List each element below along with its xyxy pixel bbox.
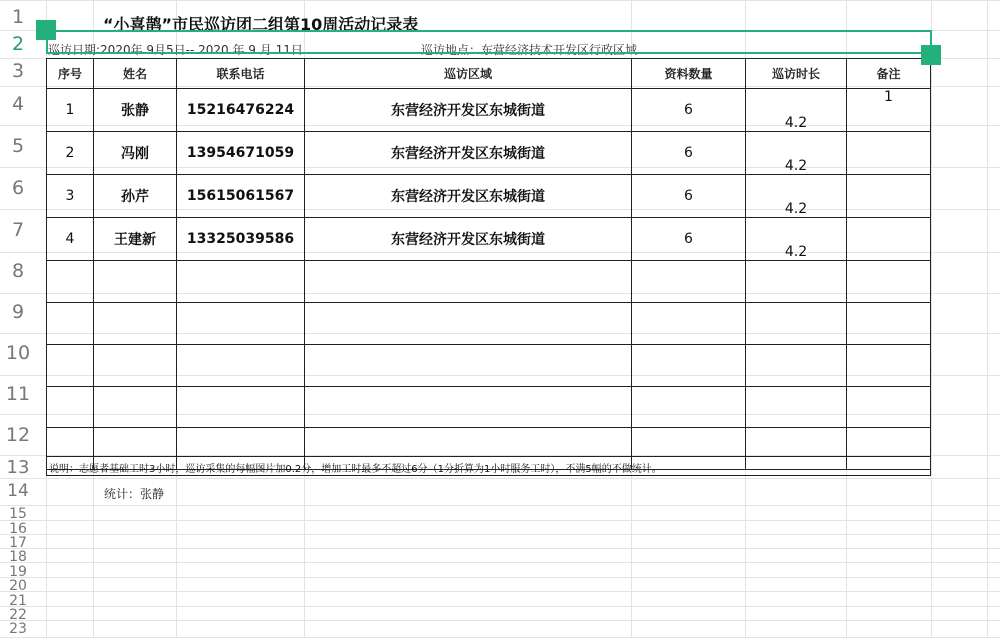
row-number[interactable]: 15 bbox=[9, 506, 27, 522]
record-table bbox=[46, 58, 931, 470]
cell-note[interactable] bbox=[847, 387, 931, 428]
sheet-title[interactable]: “小喜鹊”市民巡访团二组第10周活动记录表 bbox=[103, 15, 419, 34]
cell-area[interactable] bbox=[305, 261, 632, 303]
row-number[interactable]: 2 bbox=[11, 33, 25, 55]
cell-note[interactable] bbox=[847, 345, 931, 387]
row-number[interactable]: 20 bbox=[9, 578, 27, 594]
cell-note[interactable] bbox=[847, 303, 931, 345]
row-number[interactable]: 5 bbox=[11, 135, 25, 157]
cell-seq[interactable] bbox=[47, 303, 94, 345]
cell-name[interactable]: 张静 bbox=[94, 89, 177, 132]
cell-note[interactable] bbox=[847, 175, 931, 218]
cell-count[interactable] bbox=[632, 261, 746, 303]
row-number[interactable]: 4 bbox=[11, 93, 25, 115]
visit-place[interactable]: 巡访地点：东营经济技术开发区行政区域 bbox=[421, 43, 638, 57]
cell-hours[interactable] bbox=[746, 261, 847, 303]
table-row bbox=[47, 345, 931, 387]
row-number[interactable]: 12 bbox=[5, 424, 31, 446]
table-row bbox=[47, 387, 931, 428]
cell-name[interactable] bbox=[94, 387, 177, 428]
row-number[interactable]: 1 bbox=[11, 6, 25, 28]
cell-seq[interactable]: 2 bbox=[47, 132, 94, 175]
cell-count[interactable] bbox=[632, 345, 746, 387]
row-number[interactable]: 19 bbox=[9, 564, 27, 580]
cell-hours[interactable]: 4.2 bbox=[746, 132, 847, 175]
table-row bbox=[47, 175, 931, 218]
selection-handle-start[interactable] bbox=[36, 20, 56, 40]
table-row bbox=[47, 261, 931, 303]
cell-phone[interactable]: 13954671059 bbox=[177, 132, 305, 175]
column-header[interactable]: 姓名 bbox=[94, 59, 177, 89]
cell-seq[interactable]: 4 bbox=[47, 218, 94, 261]
table-row bbox=[47, 303, 931, 345]
row-number[interactable]: 17 bbox=[9, 535, 27, 551]
column-header[interactable]: 序号 bbox=[47, 59, 94, 89]
cell-name[interactable] bbox=[94, 303, 177, 345]
row-number[interactable]: 16 bbox=[9, 521, 27, 537]
cell-count[interactable] bbox=[632, 303, 746, 345]
table-row bbox=[47, 218, 931, 261]
table-header-row bbox=[47, 59, 931, 89]
cell-phone[interactable]: 15216476224 bbox=[177, 89, 305, 132]
selection-handle-end[interactable] bbox=[921, 45, 941, 65]
cell-count[interactable]: 6 bbox=[632, 175, 746, 218]
cell-note[interactable] bbox=[847, 218, 931, 261]
row-number[interactable]: 14 bbox=[7, 481, 29, 501]
cell-area[interactable] bbox=[305, 345, 632, 387]
column-header[interactable]: 资料数量 bbox=[632, 59, 746, 89]
cell-seq[interactable] bbox=[47, 261, 94, 303]
row-number[interactable]: 11 bbox=[5, 383, 31, 405]
cell-seq[interactable] bbox=[47, 387, 94, 428]
cell-phone[interactable] bbox=[177, 345, 305, 387]
row-number[interactable]: 7 bbox=[11, 219, 25, 241]
cell-name[interactable] bbox=[94, 261, 177, 303]
cell-hours[interactable]: 4.2 bbox=[746, 175, 847, 218]
cell-seq[interactable]: 1 bbox=[47, 89, 94, 132]
statistician[interactable]: 统计：张静 bbox=[104, 487, 165, 501]
row-number[interactable]: 21 bbox=[9, 593, 27, 609]
footnote[interactable]: 说明：志愿者基础工时3小时，巡访采集的每幅图片加0.2分，增加工时最多不超过6分（1分折算为1小时服务工时），不满5幅的不做统计。 bbox=[46, 456, 931, 476]
cell-note[interactable]: 1 bbox=[847, 89, 931, 132]
cell-name[interactable] bbox=[94, 345, 177, 387]
row-number[interactable]: 3 bbox=[11, 60, 25, 82]
cell-name[interactable]: 王建新 bbox=[94, 218, 177, 261]
column-header[interactable]: 备注 bbox=[847, 59, 931, 89]
cell-phone[interactable] bbox=[177, 261, 305, 303]
cell-phone[interactable] bbox=[177, 387, 305, 428]
selection-box bbox=[46, 30, 932, 54]
cell-hours[interactable] bbox=[746, 303, 847, 345]
cell-phone[interactable] bbox=[177, 303, 305, 345]
table-row bbox=[47, 89, 931, 132]
cell-note[interactable] bbox=[847, 132, 931, 175]
cell-area[interactable] bbox=[305, 387, 632, 428]
row-number[interactable]: 6 bbox=[11, 177, 25, 199]
cell-hours[interactable] bbox=[746, 345, 847, 387]
visit-date[interactable]: 巡访日期:2020年 9月5日-- 2020 年 9 月 11日 bbox=[48, 43, 303, 57]
cell-seq[interactable] bbox=[47, 345, 94, 387]
row-number[interactable]: 13 bbox=[6, 457, 30, 478]
cell-hours[interactable]: 4.2 bbox=[746, 218, 847, 261]
cell-hours[interactable] bbox=[746, 387, 847, 428]
cell-phone[interactable]: 15615061567 bbox=[177, 175, 305, 218]
cell-count[interactable]: 6 bbox=[632, 132, 746, 175]
cell-area[interactable]: 东营经济开发区东城街道 bbox=[305, 218, 632, 261]
cell-area[interactable]: 东营经济开发区东城街道 bbox=[305, 89, 632, 132]
cell-note[interactable] bbox=[847, 261, 931, 303]
cell-hours[interactable]: 4.2 bbox=[746, 89, 847, 132]
row-number[interactable]: 22 bbox=[9, 607, 27, 623]
table-row bbox=[47, 132, 931, 175]
cell-name[interactable]: 冯刚 bbox=[94, 132, 177, 175]
row-number[interactable]: 23 bbox=[9, 621, 27, 637]
cell-count[interactable]: 6 bbox=[632, 218, 746, 261]
row-number[interactable]: 9 bbox=[11, 301, 25, 323]
cell-area[interactable]: 东营经济开发区东城街道 bbox=[305, 132, 632, 175]
row-number[interactable]: 10 bbox=[5, 342, 31, 364]
column-header[interactable]: 联系电话 bbox=[177, 59, 305, 89]
row-number[interactable]: 8 bbox=[11, 260, 25, 282]
cell-name[interactable]: 孙芹 bbox=[94, 175, 177, 218]
row-number[interactable]: 18 bbox=[9, 549, 27, 565]
column-header[interactable]: 巡访区域 bbox=[305, 59, 632, 89]
cell-count[interactable] bbox=[632, 387, 746, 428]
column-header[interactable]: 巡访时长 bbox=[746, 59, 847, 89]
cell-area[interactable] bbox=[305, 303, 632, 345]
cell-seq[interactable]: 3 bbox=[47, 175, 94, 218]
cell-phone[interactable]: 13325039586 bbox=[177, 218, 305, 261]
cell-count[interactable]: 6 bbox=[632, 89, 746, 132]
cell-area[interactable]: 东营经济开发区东城街道 bbox=[305, 175, 632, 218]
